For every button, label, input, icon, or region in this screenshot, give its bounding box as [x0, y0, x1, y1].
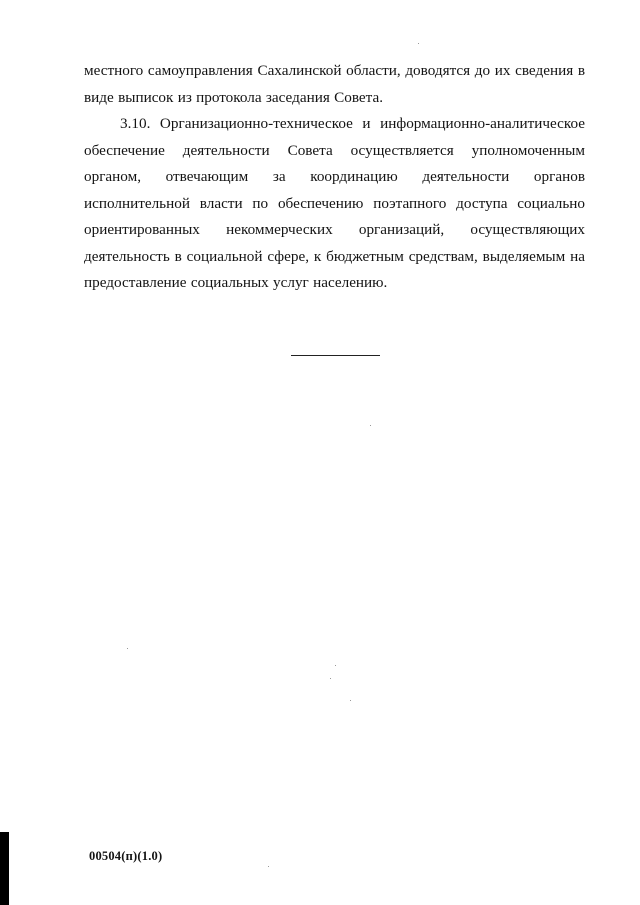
scan-speck: [330, 678, 331, 679]
paragraph-2-text: 3.10. Организационно-техническое и информационно-аналитическое обеспечение деятельности Совета осуществляется уполномоченным органом, отвечающим за координацию деятельности органов исполнительной власти по обеспечению поэтапного доступа социально ориентированных некоммерческих организаций, осуществляющих деятельность в социальной сфере, к бюджетным средствам, выделяемым на предоставление социальных услуг населению.: [84, 115, 585, 291]
scan-speck: [127, 648, 128, 649]
scan-speck: [418, 43, 419, 44]
scan-speck: [370, 425, 371, 426]
scan-speck: [268, 866, 269, 867]
paragraph-continuation: [84, 58, 585, 111]
end-separator-line: [291, 355, 380, 356]
paragraph-1-text: местного самоуправления Сахалинской области, доводятся до их сведения в виде выписок из протокола заседания Совета.: [84, 62, 585, 106]
scan-speck: [350, 700, 351, 701]
paragraph-3-10: [84, 111, 585, 297]
scan-edge-mark: [0, 832, 9, 905]
document-code: 00504(п)(1.0): [89, 849, 163, 863]
scan-speck: [335, 665, 336, 666]
